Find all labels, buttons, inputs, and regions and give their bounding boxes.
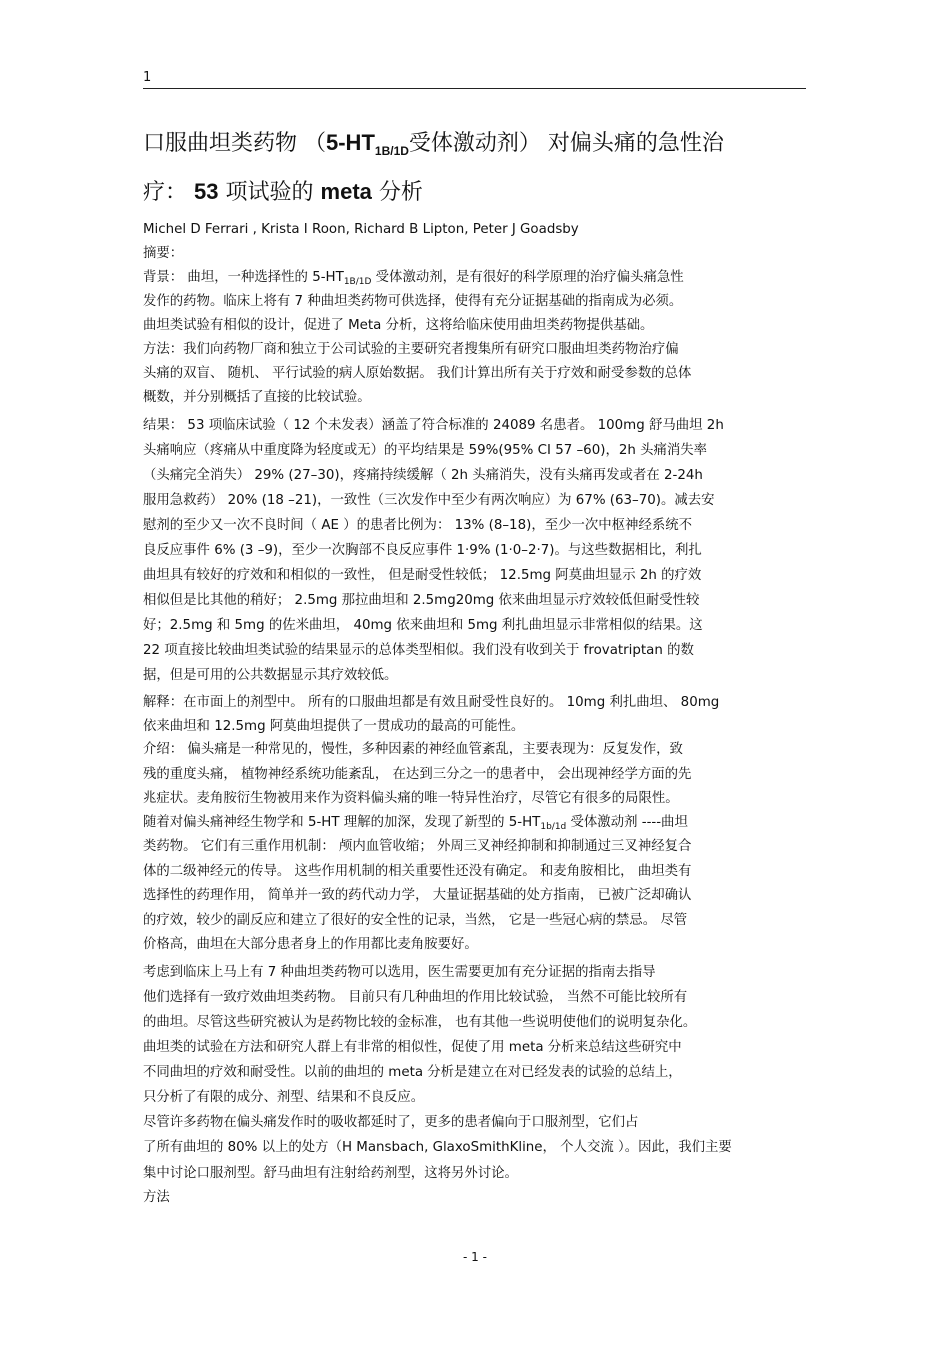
- body-line: [143, 913, 687, 929]
- body-line: [143, 791, 679, 807]
- body-line-text: 价格高，曲坦在大部分患者身上的作用都比麦角胺要好。: [143, 937, 478, 952]
- body-line-text: 随着对偏头痛神经生物学和 5-HT 理解的加深，发现了新型的 5-HT: [143, 815, 541, 830]
- body-line: [143, 1040, 682, 1056]
- body-line-text: 曲坦类试验有相似的设计，促进了 Meta 分析，这将给临床使用曲坦类药物提供基础。: [143, 318, 654, 333]
- body-line: [143, 888, 691, 904]
- body-line-text: 背景： 曲坦，一种选择性的 5-HT: [143, 270, 344, 285]
- footer-page-label: - 1 -: [463, 1250, 487, 1264]
- body-line: [143, 937, 478, 953]
- body-line-text: 考虑到临床上马上有 7 种曲坦类药物可以选用，医生需要更加有充分证据的指南去指导: [143, 965, 656, 980]
- body-line-text: 只分析了有限的成分、剂型、结果和不良反应。: [143, 1090, 425, 1105]
- body-line-text: 不同曲坦的疗效和耐受性。以前的曲坦的 meta 分析是建立在对已经发表的试验的总结上，: [143, 1065, 682, 1080]
- body-line: [143, 1115, 638, 1131]
- body-line-text: 好；2.5mg 和 5mg 的佐米曲坦， 40mg 依来曲坦和 5mg 利扎曲坦显示非常相似的结果。这: [143, 618, 703, 633]
- body-line: [143, 1166, 518, 1182]
- body-line: [143, 719, 524, 735]
- body-line-text: Michel D Ferrari , Krista I Roon, Richard B Lipton, Peter J Goadsby: [143, 222, 579, 237]
- body-line-text: 类药物。 它们有三重作用机制： 颅内血管收缩； 外周三叉神经抑制和抑制通过三叉神经复合: [143, 839, 692, 854]
- body-line: [143, 366, 691, 382]
- body-line: [143, 839, 691, 855]
- body-line: [143, 767, 691, 783]
- title-part: 项试验的: [225, 180, 314, 205]
- body-line: [143, 864, 691, 880]
- header-page-number: 1: [143, 70, 152, 85]
- body-line: [143, 294, 682, 310]
- body-line-text: 残的重度头痛， 植物神经系统功能紊乱， 在达到三分之一的患者中， 会出现神经学方面的先: [143, 767, 692, 782]
- body-line-text: 服用急救药） 20% (18 –21)，一致性（三次发作中至少有两次响应）为 67% (63–70)。减去安: [143, 493, 715, 508]
- title-part: 5-HT: [326, 130, 375, 155]
- body-line-text: 22 项直接比较曲坦类试验的结果显示的总体类型相似。我们没有收到关于 frovatriptan 的数: [143, 643, 694, 658]
- body-line-text: 兆症状。麦角胺衍生物被用来作为资料偏头痛的唯一特异性治疗，尽管它有很多的局限性。: [143, 791, 679, 806]
- body-line: [143, 270, 684, 290]
- body-line: [143, 493, 715, 509]
- body-line-subscript: 1b/1d: [540, 822, 567, 832]
- body-line-text: （头痛完全消失） 29% (27–30)，疼痛持续缓解（ 2h 头痛消失，没有头痛再发或者在 2-24h: [143, 468, 703, 483]
- body-line-text: 解释：在市面上的剂型中。 所有的口服曲坦都是有效且耐受性良好的。 10mg 利扎曲坦、 80mg: [143, 695, 720, 710]
- body-line-text-after: 受体激动剂 ----曲坦: [566, 815, 688, 830]
- title-part: 疗：: [143, 180, 188, 205]
- body-line: [143, 518, 692, 534]
- body-line-text: 头痛响应（疼痛从中重度降为轻度或无）的平均结果是 59%(95% CI 57 –60)，2h 头痛消失率: [143, 443, 708, 458]
- body-line: [143, 593, 699, 609]
- title-part: meta: [320, 179, 372, 204]
- body-line: [143, 990, 687, 1006]
- body-line-text: 集中讨论口服剂型。舒马曲坦有注射给药剂型，这将另外讨论。: [143, 1166, 518, 1181]
- body-line-text: 慰剂的至少又一次不良时间（ AE ）的患者比例为： 13% (8–18)，至少一次中枢神经系统不: [143, 518, 693, 533]
- body-line-text: 概数，并分别概括了直接的比较试验。: [143, 390, 371, 405]
- title-part: 分析: [378, 180, 423, 205]
- body-line-text: 发作的药物。临床上将有 7 种曲坦类药物可供选择，使得有充分证据基础的指南成为必须。: [143, 294, 683, 309]
- body-line-text: 良反应事件 6% (3 –9)，至少一次胸部不良反应事件 1·9% (1·0–2·7)。与这些数据相比，利扎: [143, 543, 702, 558]
- body-line: [143, 468, 703, 484]
- body-line: [143, 1090, 424, 1106]
- body-line: [143, 643, 694, 659]
- body-line-text: 选择性的药理作用， 简单并一致的药代动力学， 大量证据基础的处方指南， 已被广泛却确认: [143, 888, 692, 903]
- body-line: [143, 965, 655, 981]
- body-line-text: 尽管许多药物在偏头痛发作时的吸收都延时了，更多的患者偏向于口服剂型，它们占: [143, 1115, 639, 1130]
- body-line: [143, 443, 707, 459]
- body-line-text: 方法：我们向药物厂商和独立于公司试验的主要研究者搜集所有研究口服曲坦类药物治疗偏: [143, 342, 679, 357]
- body-line: [143, 1015, 696, 1031]
- body-line-text: 介绍： 偏头痛是一种常见的，慢性，多种因素的神经血管紊乱，主要表现为：反复发作，致: [143, 742, 683, 757]
- paper-title-line-1: [143, 128, 813, 166]
- body-line-text: 了所有曲坦的 80% 以上的处方（H Mansbach, GlaxoSmithKline， 个人交流 ）。因此，我们主要: [143, 1140, 732, 1155]
- header-rule: [143, 88, 806, 89]
- body-line: [143, 568, 701, 584]
- body-line-text: 方法: [143, 1190, 170, 1205]
- body-line-text-after: 受体激动剂，是有很好的科学原理的治疗偏头痛急性: [371, 270, 684, 285]
- body-line: [143, 1140, 732, 1156]
- body-line: [143, 390, 371, 406]
- title-part: 受体激动剂） 对偏头痛的急性治: [408, 131, 724, 156]
- body-line-text: 依来曲坦和 12.5mg 阿莫曲坦提供了一贯成功的最高的可能性。: [143, 719, 525, 734]
- body-line: [143, 668, 397, 684]
- title-subscript: 1B/1D: [374, 144, 409, 158]
- body-line-text: 相似但是比其他的稍好； 2.5mg 那拉曲坦和 2.5mg20mg 依来曲坦显示疗效较低但耐受性较: [143, 593, 700, 608]
- body-line-text: 据，但是可用的公共数据显示其疗效较低。: [143, 668, 398, 683]
- body-line-text: 曲坦类的试验在方法和研究人群上有非常的相似性，促使了用 meta 分析来总结这些研究中: [143, 1040, 682, 1055]
- body-line-text: 曲坦具有较好的疗效和和相似的一致性， 但是耐受性较低； 12.5mg 阿莫曲坦显示 2h 的疗效: [143, 568, 702, 583]
- body-line: [143, 1190, 170, 1206]
- body-line: [143, 318, 653, 334]
- body-line-text: 摘要：: [143, 246, 184, 261]
- body-line: [143, 742, 683, 758]
- body-line: [143, 418, 724, 434]
- body-line-subscript: 1B/1D: [343, 277, 372, 287]
- body-line: [143, 246, 183, 262]
- body-line: [143, 543, 702, 559]
- body-line-text: 头痛的双盲、 随机、 平行试验的病人原始数据。 我们计算出所有关于疗效和耐受参数的总体: [143, 366, 692, 381]
- body-line: [143, 695, 719, 711]
- body-line: [143, 815, 688, 835]
- body-line: [143, 342, 679, 358]
- body-line: [143, 618, 703, 634]
- body-line-text: 体的二级神经元的传导。 这些作用机制的相关重要性还没有确定。 和麦角胺相比， 曲坦类有: [143, 864, 692, 879]
- body-line-text: 的疗效，较少的副反应和建立了很好的安全性的记录，当然， 它是一些冠心病的禁忌。 尽管: [143, 913, 688, 928]
- body-line-text: 他们选择有一致疗效曲坦类药物。 目前只有几种曲坦的作用比较试验， 当然不可能比较所有: [143, 990, 688, 1005]
- paper-title-line-2: [143, 177, 813, 208]
- title-part: 53: [194, 179, 219, 204]
- body-line-text: 的曲坦。尽管这些研究被认为是药物比较的金标准， 也有其他一些说明使他们的说明复杂化。: [143, 1015, 697, 1030]
- body-line: [143, 222, 579, 238]
- body-line: [143, 1065, 682, 1081]
- body-line-text: 结果： 53 项临床试验（ 12 个未发表）涵盖了符合标准的 24089 名患者。 100mg 舒马曲坦 2h: [143, 418, 724, 433]
- title-part: 口服曲坦类药物 （: [143, 131, 326, 156]
